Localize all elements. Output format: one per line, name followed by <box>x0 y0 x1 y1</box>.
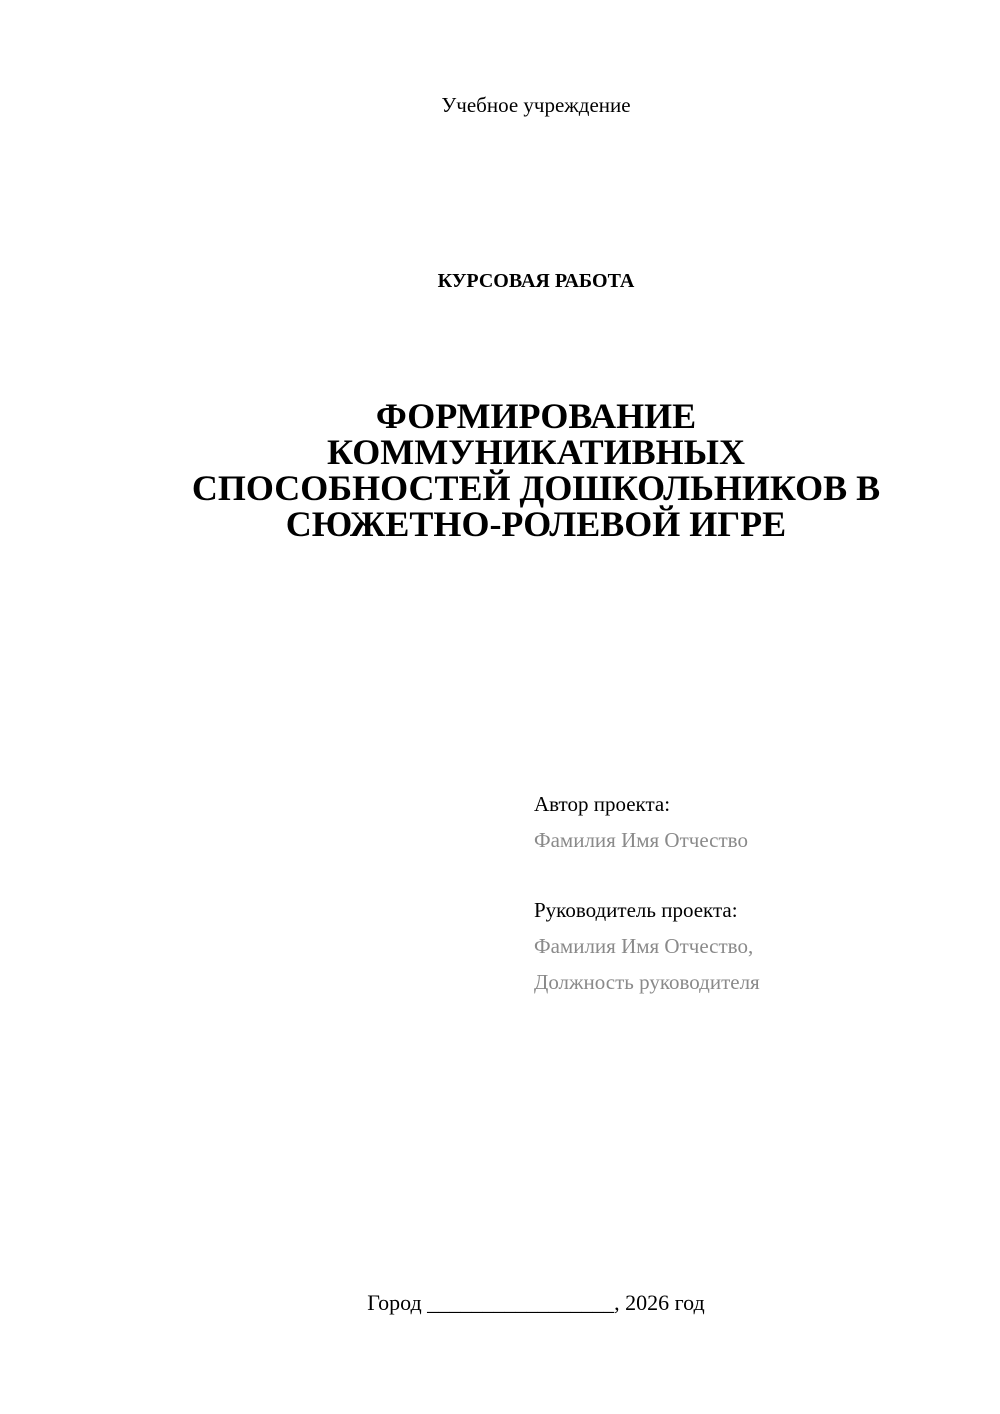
institution-name: Учебное учреждение <box>441 93 631 117</box>
document-type: КУРСОВАЯ РАБОТА <box>437 270 635 292</box>
document-title <box>150 398 922 542</box>
supervisor-position-placeholder: Должность руководителя <box>534 970 760 994</box>
supervisor-block <box>534 892 974 1000</box>
author-name-placeholder: Фамилия Имя Отчество <box>534 828 748 852</box>
title-line: ФОРМИРОВАНИЕ <box>375 396 697 436</box>
title-line: КОММУНИКАТИВНЫХ <box>327 432 745 472</box>
city-year-line: Город _________________, 2026 год <box>367 1290 705 1315</box>
title-line: СПОСОБНОСТЕЙ ДОШКОЛЬНИКОВ В <box>191 468 881 508</box>
supervisor-name-placeholder: Фамилия Имя Отчество, <box>534 934 754 958</box>
supervisor-label: Руководитель проекта: <box>534 898 738 922</box>
title-line: СЮЖЕТНО-РОЛЕВОЙ ИГРЕ <box>285 504 787 544</box>
author-label: Автор проекта: <box>534 792 671 816</box>
author-block <box>534 786 974 858</box>
